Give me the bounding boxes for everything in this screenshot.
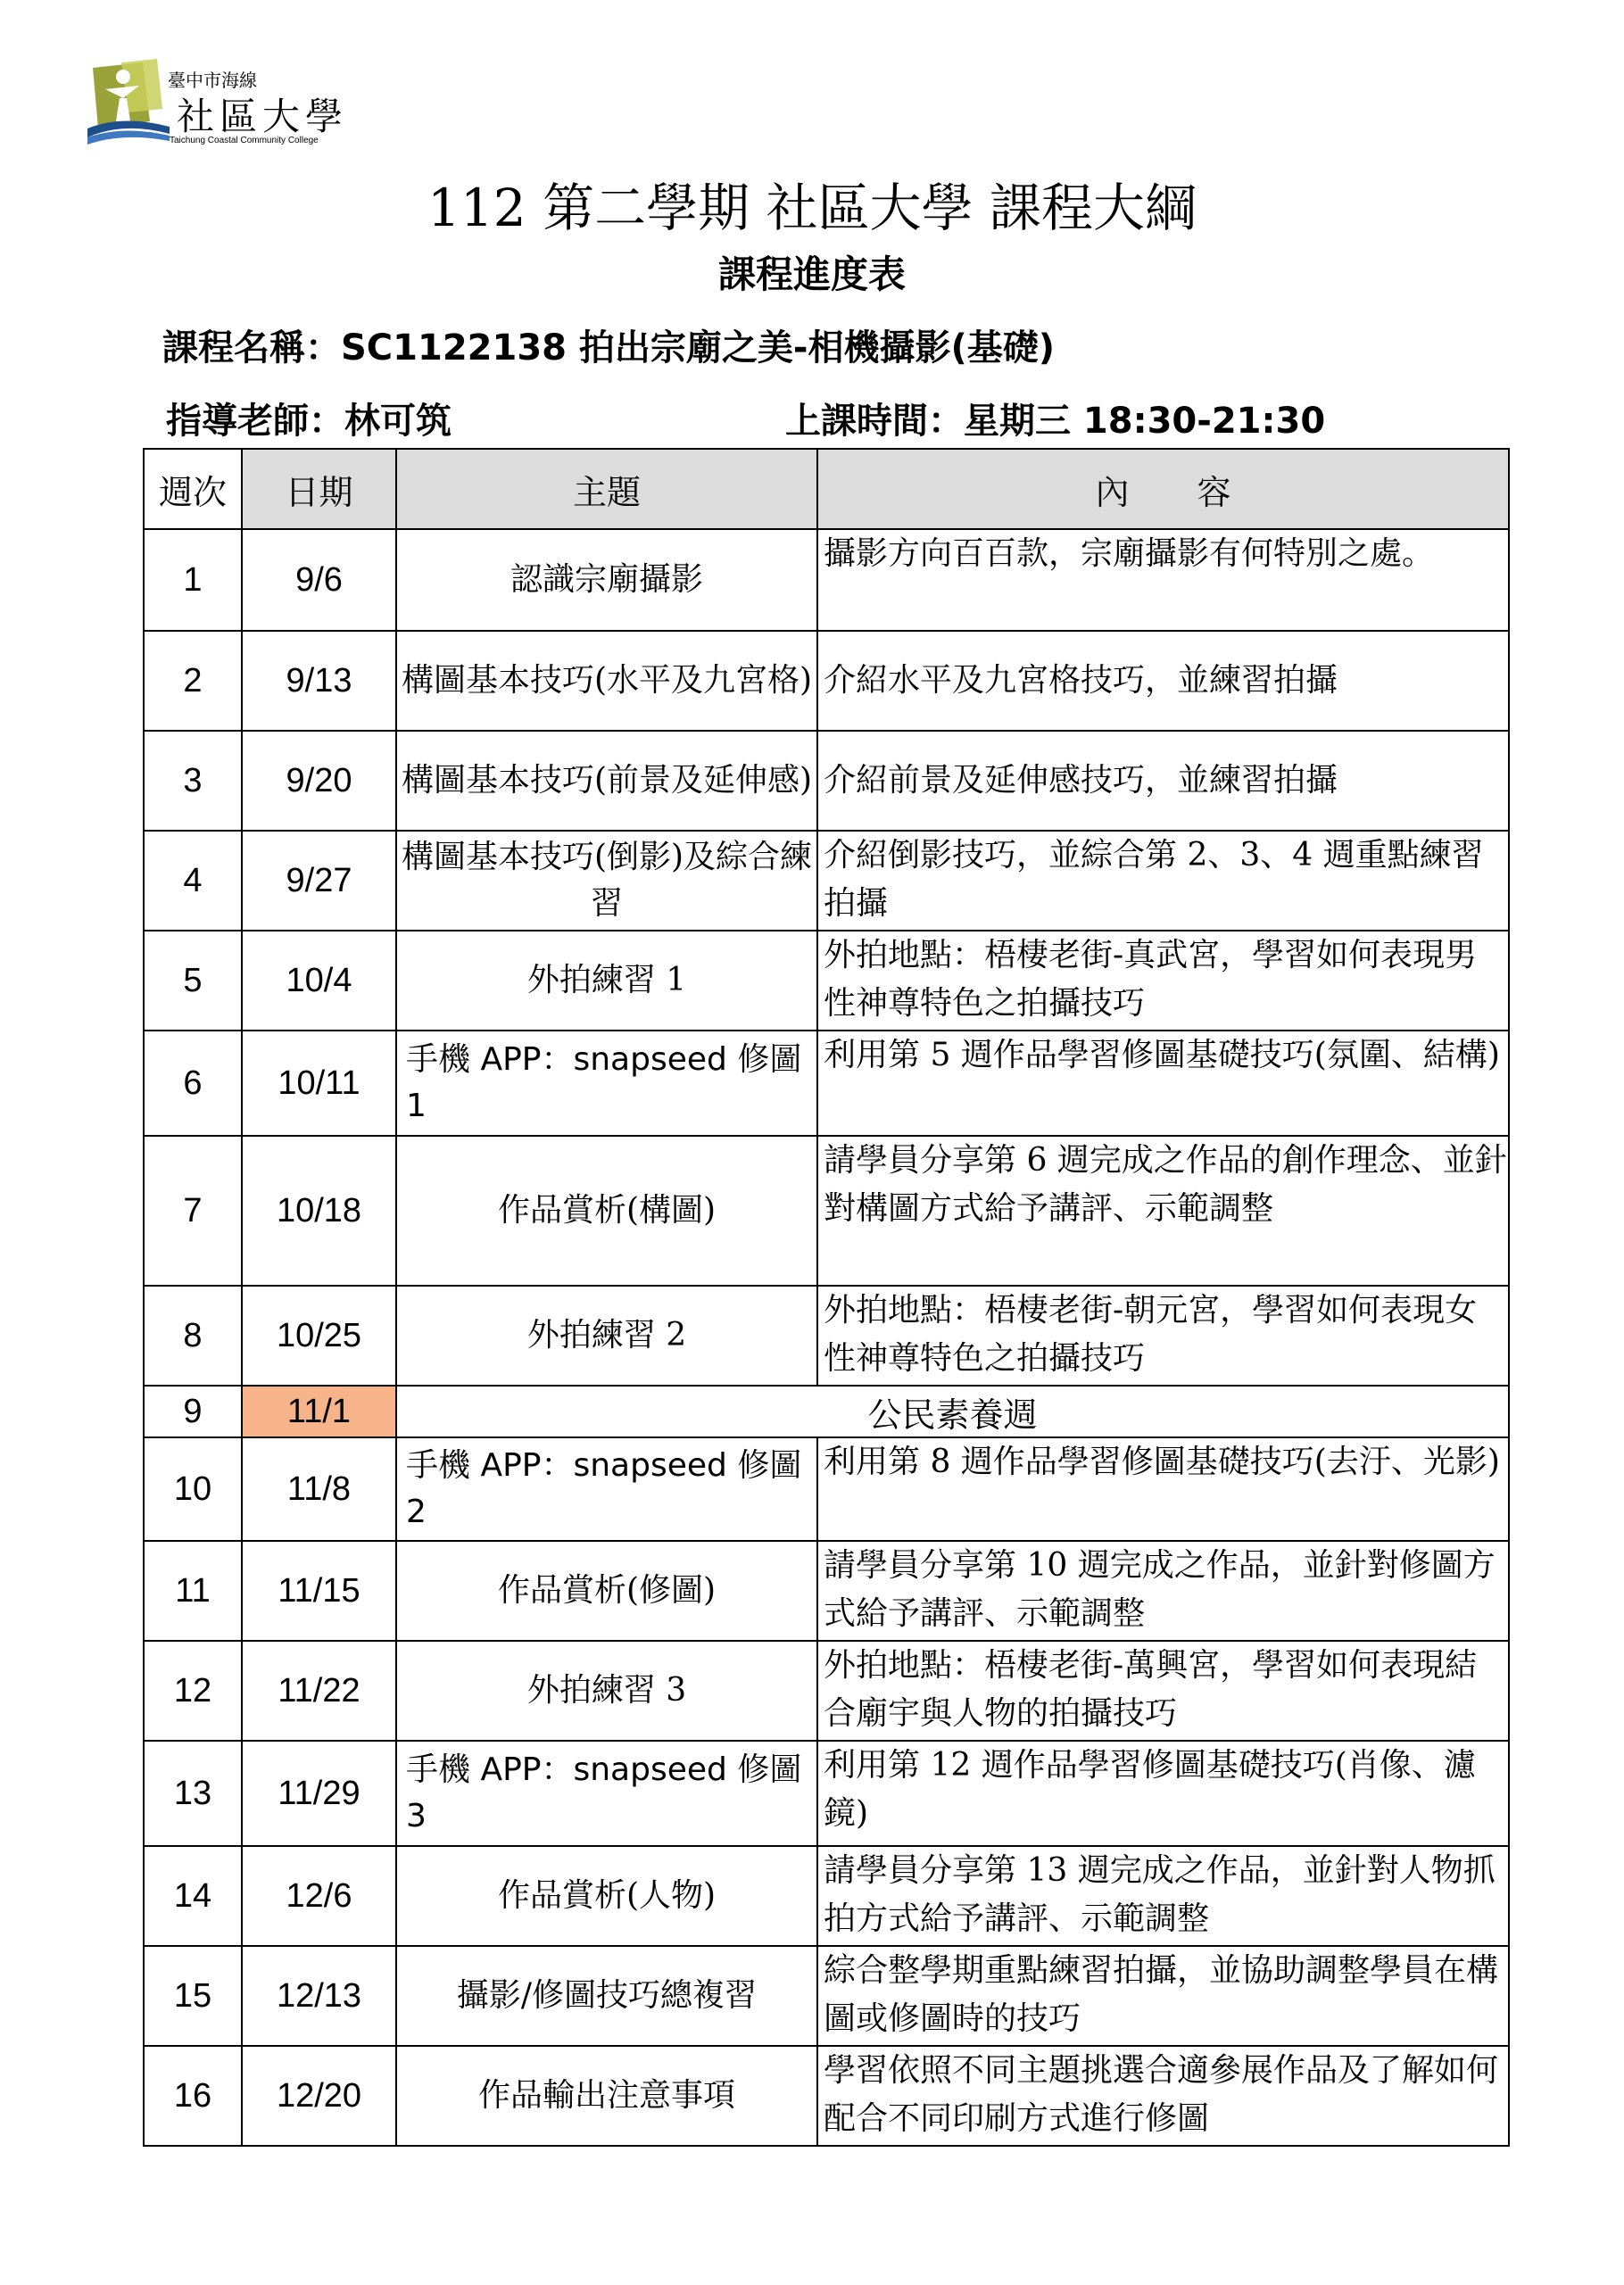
table-row: [144, 631, 1509, 731]
table-row: [144, 831, 1509, 931]
table-row: [144, 931, 1509, 1031]
week-cell: 12: [144, 1641, 242, 1741]
date-cell: 10/4: [242, 931, 396, 1031]
topic-cell: 認識宗廟攝影: [396, 529, 817, 631]
week-cell: 6: [144, 1031, 242, 1136]
table-row: [144, 2046, 1509, 2146]
topic-cell: 外拍練習 1: [396, 931, 817, 1031]
week-cell: 10: [144, 1437, 242, 1541]
week-cell: 11: [144, 1541, 242, 1641]
table-row: [144, 1641, 1509, 1741]
content-cell: 學習依照不同主題挑選合適參展作品及了解如何配合不同印刷方式進行修圖: [817, 2046, 1509, 2146]
date-cell: 9/6: [242, 529, 396, 631]
topic-cell: 手機 APP：snapseed 修圖 1: [396, 1031, 817, 1136]
topic-cell: 手機 APP：snapseed 修圖 3: [396, 1741, 817, 1846]
teacher-name: 指導老師：林可筑: [166, 401, 452, 442]
table-row: [144, 529, 1509, 631]
content-cell: 介紹水平及九宮格技巧，並練習拍攝: [817, 631, 1509, 731]
week-cell: 15: [144, 1946, 242, 2046]
header-row: [144, 449, 1509, 529]
topic-cell: 作品輸出注意事項: [396, 2046, 817, 2146]
date-cell: 12/20: [242, 2046, 396, 2146]
date-cell: 10/11: [242, 1031, 396, 1136]
content-cell: 利用第 12 週作品學習修圖基礎技巧(肖像、濾鏡): [817, 1741, 1509, 1846]
date-cell: 11/15: [242, 1541, 396, 1641]
page-subtitle: 課程進度表: [717, 253, 906, 296]
week-cell: 16: [144, 2046, 242, 2146]
topic-cell: 手機 APP：snapseed 修圖 2: [396, 1437, 817, 1541]
table-row-holiday: [144, 1386, 1509, 1437]
civic-week-cell: 公民素養週: [396, 1386, 1509, 1437]
content-cell: 外拍地點：梧棲老街-朝元宮，學習如何表現女性神尊特色之拍攝技巧: [817, 1286, 1509, 1386]
week-cell: 8: [144, 1286, 242, 1386]
header-content: 內 容: [817, 449, 1509, 529]
logo-name-text: 社區大學: [177, 95, 349, 138]
date-cell: 11/29: [242, 1741, 396, 1846]
date-cell: 9/27: [242, 831, 396, 931]
table-row: [144, 1846, 1509, 1946]
date-cell: 12/13: [242, 1946, 396, 2046]
logo-city-text: 臺中市海線: [168, 70, 257, 91]
content-cell: 介紹倒影技巧，並綜合第 2、3、4 週重點練習拍攝: [817, 831, 1509, 931]
date-cell: 10/25: [242, 1286, 396, 1386]
topic-cell: 構圖基本技巧(水平及九宮格): [396, 631, 817, 731]
week-cell: 3: [144, 731, 242, 831]
week-cell: 9: [144, 1386, 242, 1437]
week-cell: 14: [144, 1846, 242, 1946]
table-row: [144, 731, 1509, 831]
header-topic: 主題: [396, 449, 817, 529]
content-cell: 利用第 5 週作品學習修圖基礎技巧(氛圍、結構): [817, 1031, 1509, 1136]
content-cell: 外拍地點：梧棲老街-萬興宮，學習如何表現結合廟宇與人物的拍攝技巧: [817, 1641, 1509, 1741]
week-cell: 2: [144, 631, 242, 731]
logo-english-text: Taichung Coastal Community College: [170, 136, 319, 145]
header-date: 日期: [242, 449, 396, 529]
content-cell: 請學員分享第 6 週完成之作品的創作理念、並針對構圖方式給予講評、示範調整: [817, 1136, 1509, 1286]
table-row: [144, 1136, 1509, 1286]
topic-cell: 作品賞析(構圖): [396, 1136, 817, 1286]
table-row: [144, 1741, 1509, 1846]
content-cell: 綜合整學期重點練習拍攝，並協助調整學員在構圖或修圖時的技巧: [817, 1946, 1509, 2046]
course-name: 課程名稱：SC1122138 拍出宗廟之美-相機攝影(基礎): [162, 327, 1056, 368]
content-cell: 請學員分享第 10 週完成之作品，並針對修圖方式給予講評、示範調整: [817, 1541, 1509, 1641]
table-row: [144, 1031, 1509, 1136]
topic-cell: 構圖基本技巧(倒影)及綜合練習: [396, 831, 817, 931]
date-cell: 10/18: [242, 1136, 396, 1286]
week-cell: 5: [144, 931, 242, 1031]
header-week: 週次: [144, 449, 242, 529]
topic-cell: 作品賞析(人物): [396, 1846, 817, 1946]
week-cell: 1: [144, 529, 242, 631]
topic-cell: 構圖基本技巧(前景及延伸感): [396, 731, 817, 831]
content-cell: 介紹前景及延伸感技巧，並練習拍攝: [817, 731, 1509, 831]
week-cell: 4: [144, 831, 242, 931]
logo-mark-icon: [87, 59, 170, 146]
table-row: [144, 1541, 1509, 1641]
week-cell: 13: [144, 1741, 242, 1846]
table-row: [144, 1286, 1509, 1386]
topic-cell: 外拍練習 3: [396, 1641, 817, 1741]
table-row: [144, 1946, 1509, 2046]
topic-cell: 作品賞析(修圖): [396, 1541, 817, 1641]
date-cell: 12/6: [242, 1846, 396, 1946]
content-cell: 外拍地點：梧棲老街-真武宮，學習如何表現男性神尊特色之拍攝技巧: [817, 931, 1509, 1031]
table-row: [144, 1437, 1509, 1541]
content-cell: 攝影方向百百款，宗廟攝影有何特別之處。: [817, 529, 1509, 631]
date-cell-highlighted: 11/1: [242, 1386, 396, 1437]
week-cell: 7: [144, 1136, 242, 1286]
date-cell: 9/13: [242, 631, 396, 731]
content-cell: 請學員分享第 13 週完成之作品，並針對人物抓拍方式給予講評、示範調整: [817, 1846, 1509, 1946]
topic-cell: 外拍練習 2: [396, 1286, 817, 1386]
content-cell: 利用第 8 週作品學習修圖基礎技巧(去汙、光影): [817, 1437, 1509, 1541]
class-time: 上課時間：星期三 18:30-21:30: [785, 401, 1326, 442]
date-cell: 9/20: [242, 731, 396, 831]
topic-cell: 攝影/修圖技巧總複習: [396, 1946, 817, 2046]
date-cell: 11/22: [242, 1641, 396, 1741]
logo: [87, 59, 364, 148]
date-cell: 11/8: [242, 1437, 396, 1541]
schedule-table: [143, 448, 1510, 2147]
page-title: 112 第二學期 社區大學 課程大綱: [427, 178, 1197, 238]
